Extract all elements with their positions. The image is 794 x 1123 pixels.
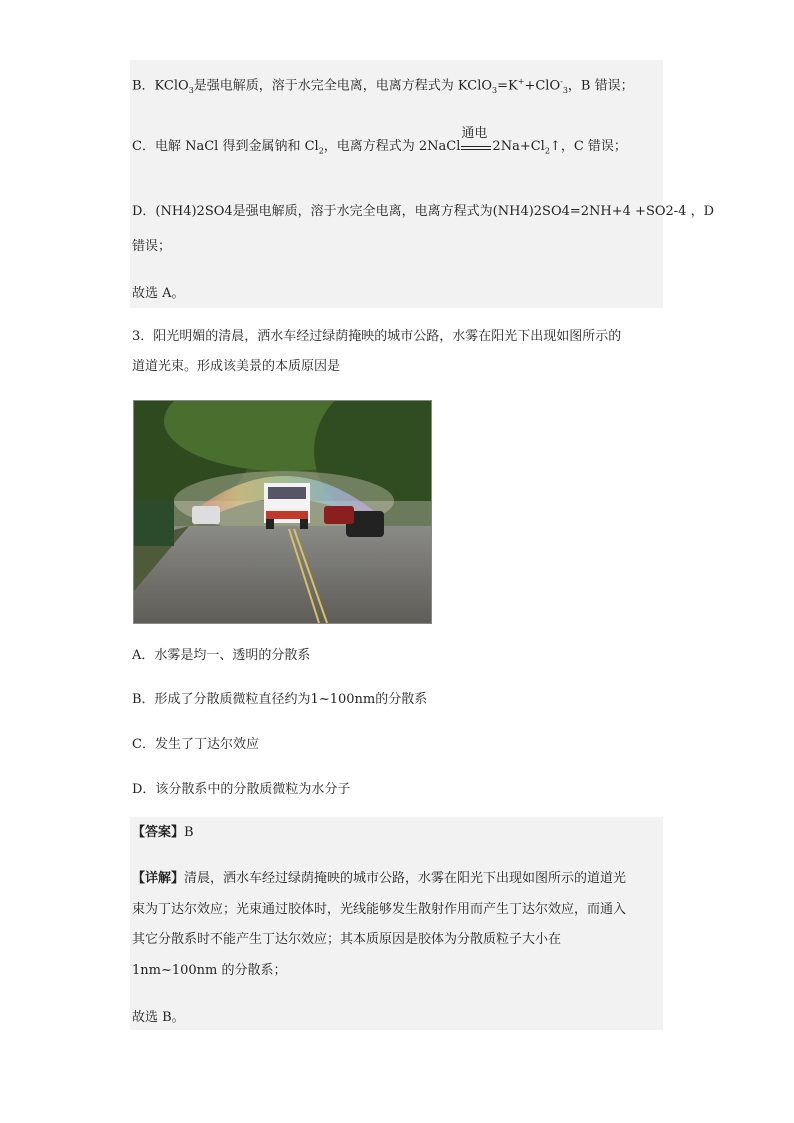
detail-label: 【详解】 [132,871,185,886]
answer-conclusion: 故选 B。 [132,1010,185,1025]
electrolysis-arrow: 通电 [461,141,491,150]
detail-line-2: 束为丁达尔效应；光束通过胶体时，光线能够发生散射作用而产生丁达尔效应，而通入 [132,902,627,917]
answer-line [132,824,194,842]
option-a: A．水雾是均一、透明的分散系 [132,648,311,663]
analysis-line-c: C．电解 NaCl 得到金属钠和 $Cl_2$，电离方程式为 2NaCl 通电 $2Na+Cl_2↑$，C 错误； [132,126,627,156]
answer-value: B [184,825,194,840]
detail-line-3: 其它分散系时不能产生丁达尔效应；其本质原因是胶体为分散质粒子大小在 [132,932,562,947]
analysis-line-d-continued: 错误； [132,239,172,254]
question-stem-line-1: 3．阳光明媚的清晨，洒水车经过绿荫掩映的城市公路，水雾在阳光下出现如图所示的 [132,329,622,344]
detail-line-1: 【详解】清晨，洒水车经过绿荫掩映的城市公路，水雾在阳光下出现如图所示的道道光 [132,871,627,886]
option-d: D．该分散系中的分散质微粒为水分子 [132,782,351,797]
detail-line-4: 1nm~100nm 的分散系； [132,963,287,978]
answer-label: 【答案】 [132,825,185,840]
question-stem-line-2: 道道光束。形成该美景的本质原因是 [132,359,341,374]
option-c: C．发生了丁达尔效应 [132,737,259,752]
analysis-line-d: D．(NH4)2SO4是强电解质，溶于水完全电离，电离方程式为(NH4)2SO4=2NH+4 +SO2-4 ，D [132,204,715,219]
answer-shade [130,817,663,1030]
street-sprinkler-photo [133,400,432,624]
option-b: B．形成了分散质微粒直径约为1~100nm的分散系 [132,692,428,707]
analysis-conclusion: 故选 A。 [132,286,185,301]
analysis-line-b: B．KClO$_3$是强电解质，溶于水完全电离，电离方程式为 KClO$_3$=K++ClO-$_3$，B 错误； [132,77,634,95]
